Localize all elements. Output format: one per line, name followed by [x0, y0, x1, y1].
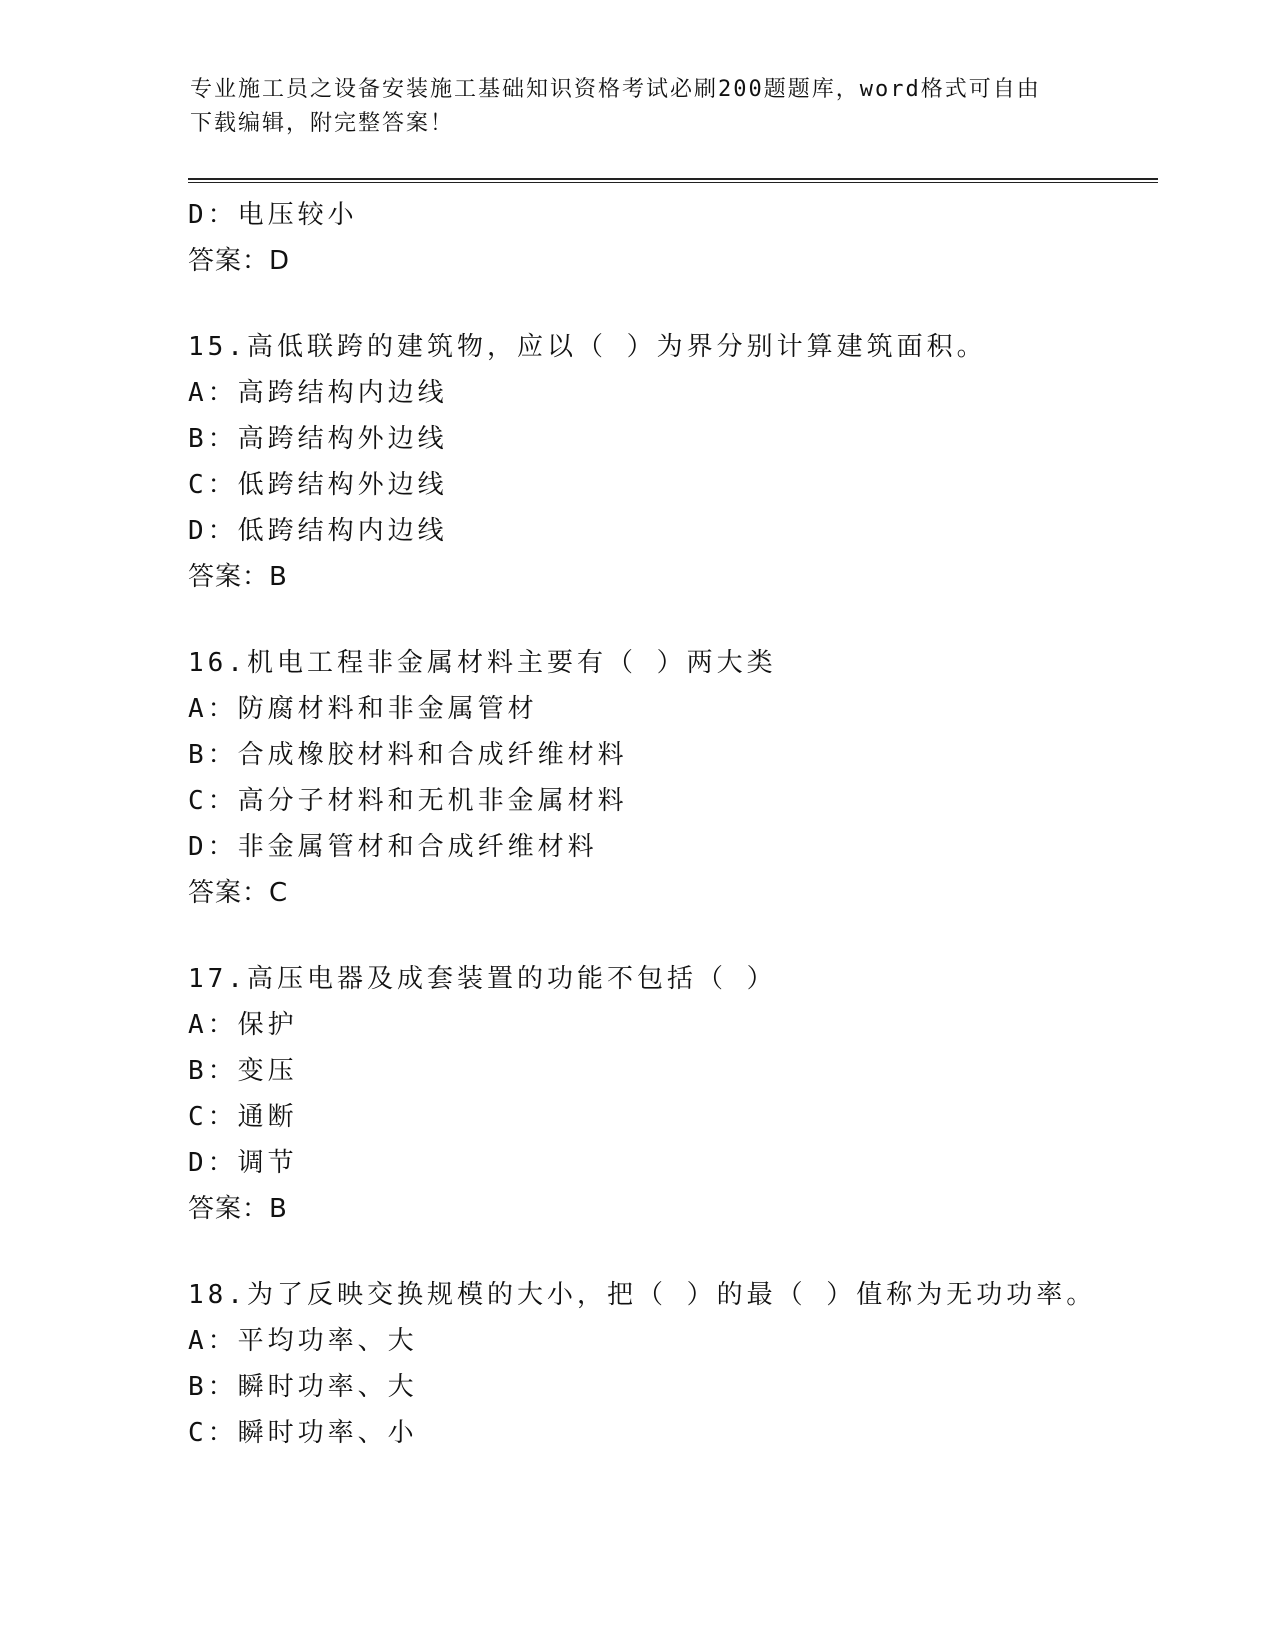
- question-15: [188, 324, 1158, 600]
- option-d: D：低跨结构内边线: [188, 516, 448, 546]
- header-line-2: 下载编辑，附完整答案！: [190, 111, 455, 136]
- question-list: [188, 192, 1158, 1456]
- option-a: A：高跨结构内边线: [188, 378, 448, 408]
- option-b: B：变压: [188, 1056, 298, 1086]
- answer-line: 答案：B: [188, 1194, 288, 1224]
- option-b: B：合成橡胶材料和合成纤维材料: [188, 740, 628, 770]
- option-d: D：电压较小: [188, 200, 358, 230]
- option-c: C：低跨结构外边线: [188, 470, 448, 500]
- answer-line: 答案：D: [188, 246, 291, 276]
- header-line-1: 专业施工员之设备安装施工基础知识资格考试必刷200题题库，word格式可自由: [190, 77, 1041, 102]
- question-stem: 18.为了反映交换规模的大小，把（ ）的最（ ）值称为无功功率。: [188, 1280, 1097, 1310]
- option-b: B：瞬时功率、大: [188, 1372, 418, 1402]
- option-c: C：通断: [188, 1102, 298, 1132]
- answer-line: 答案：C: [188, 878, 289, 908]
- option-d: D：调节: [188, 1148, 298, 1178]
- question-stem: 17.高压电器及成套装置的功能不包括（ ）: [188, 964, 777, 994]
- question-stem: 16.机电工程非金属材料主要有（ ）两大类: [188, 648, 777, 678]
- question-stem: 15.高低联跨的建筑物，应以（ ）为界分别计算建筑面积。: [188, 332, 987, 362]
- option-c: C：高分子材料和无机非金属材料: [188, 786, 628, 816]
- previous-question-tail: [188, 192, 1158, 284]
- option-a: A：平均功率、大: [188, 1326, 418, 1356]
- option-d: D：非金属管材和合成纤维材料: [188, 832, 598, 862]
- document-header: [190, 73, 1090, 141]
- option-c: C：瞬时功率、小: [188, 1418, 418, 1448]
- option-a: A：保护: [188, 1010, 298, 1040]
- question-16: [188, 640, 1158, 916]
- option-b: B：高跨结构外边线: [188, 424, 448, 454]
- question-17: [188, 956, 1158, 1232]
- option-a: A：防腐材料和非金属管材: [188, 694, 538, 724]
- answer-line: 答案：B: [188, 562, 288, 592]
- header-divider: [188, 178, 1158, 183]
- question-18: [188, 1272, 1158, 1456]
